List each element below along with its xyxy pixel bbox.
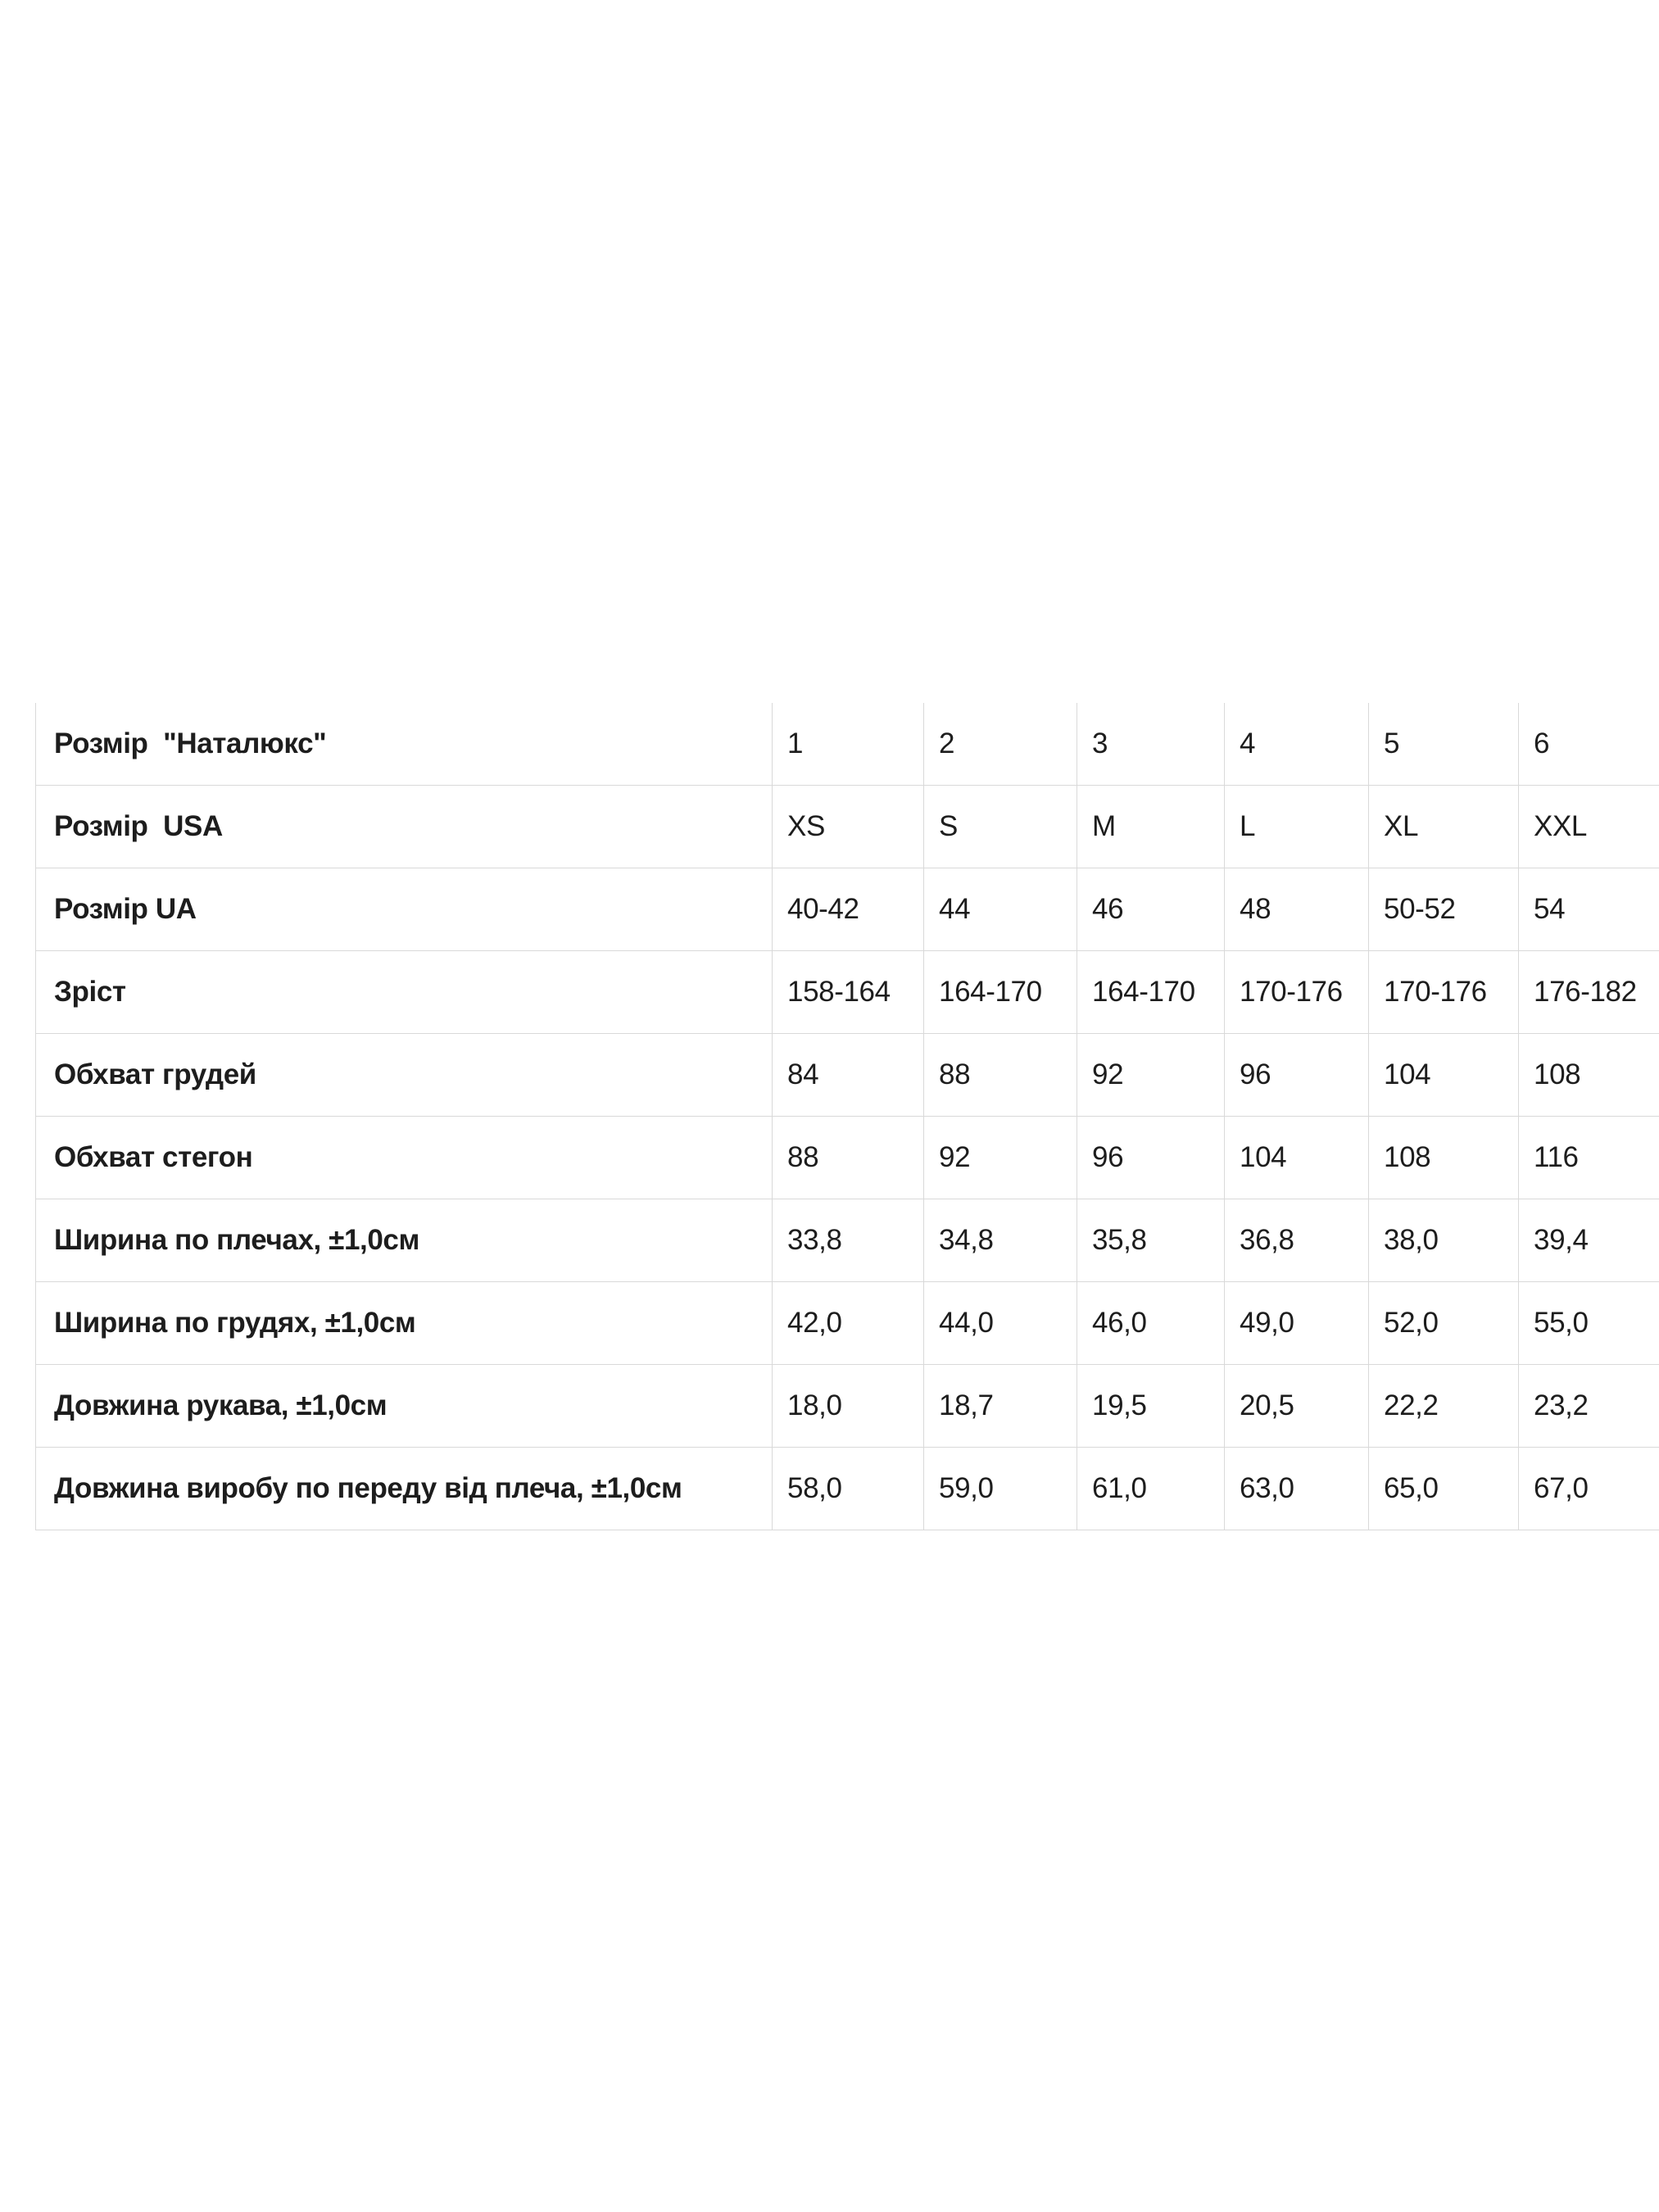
size-value: 38,0	[1369, 1199, 1519, 1282]
size-value: S	[924, 786, 1077, 868]
size-value: 6	[1519, 703, 1659, 786]
size-value: 42,0	[773, 1282, 924, 1365]
size-value: 35,8	[1077, 1199, 1225, 1282]
size-value: 108	[1369, 1117, 1519, 1199]
table-row	[36, 786, 1659, 868]
size-value: 170-176	[1225, 951, 1369, 1034]
size-value: 50-52	[1369, 868, 1519, 951]
size-value: 44,0	[924, 1282, 1077, 1365]
size-value: 96	[1077, 1117, 1225, 1199]
row-label: Обхват грудей	[36, 1034, 773, 1117]
size-value: 19,5	[1077, 1365, 1225, 1448]
size-value: 88	[924, 1034, 1077, 1117]
size-chart-body	[36, 703, 1659, 1530]
size-value: 58,0	[773, 1448, 924, 1530]
size-value: 22,2	[1369, 1365, 1519, 1448]
size-value: 3	[1077, 703, 1225, 786]
size-value: 39,4	[1519, 1199, 1659, 1282]
size-value: 48	[1225, 868, 1369, 951]
size-value: 40-42	[773, 868, 924, 951]
size-value: 18,0	[773, 1365, 924, 1448]
size-value: 59,0	[924, 1448, 1077, 1530]
row-label: Довжина виробу по переду від плеча, ±1,0см	[36, 1448, 773, 1530]
size-value: 33,8	[773, 1199, 924, 1282]
table-row	[36, 1117, 1659, 1199]
size-value: 54	[1519, 868, 1659, 951]
size-value: 34,8	[924, 1199, 1077, 1282]
size-value: 61,0	[1077, 1448, 1225, 1530]
size-value: 92	[924, 1117, 1077, 1199]
table-row	[36, 1365, 1659, 1448]
size-value: XS	[773, 786, 924, 868]
row-label: Ширина по грудях, ±1,0см	[36, 1282, 773, 1365]
row-label: Розмір USA	[36, 786, 773, 868]
size-value: 5	[1369, 703, 1519, 786]
size-value: 158-164	[773, 951, 924, 1034]
size-value: 116	[1519, 1117, 1659, 1199]
size-value: 88	[773, 1117, 924, 1199]
table-row	[36, 1034, 1659, 1117]
table-row	[36, 703, 1659, 786]
size-value: 18,7	[924, 1365, 1077, 1448]
table-row	[36, 951, 1659, 1034]
size-value: L	[1225, 786, 1369, 868]
size-value: 65,0	[1369, 1448, 1519, 1530]
row-label: Ширина по плечах, ±1,0см	[36, 1199, 773, 1282]
size-value: 170-176	[1369, 951, 1519, 1034]
table-row	[36, 1199, 1659, 1282]
table-row	[36, 868, 1659, 951]
size-value: XXL	[1519, 786, 1659, 868]
row-label: Розмір "Наталюкс"	[36, 703, 773, 786]
size-value: 46,0	[1077, 1282, 1225, 1365]
size-value: 104	[1369, 1034, 1519, 1117]
size-value: 67,0	[1519, 1448, 1659, 1530]
size-value: 20,5	[1225, 1365, 1369, 1448]
size-value: 63,0	[1225, 1448, 1369, 1530]
size-value: M	[1077, 786, 1225, 868]
size-value: 49,0	[1225, 1282, 1369, 1365]
row-label: Розмір UA	[36, 868, 773, 951]
size-value: XL	[1369, 786, 1519, 868]
size-value: 46	[1077, 868, 1225, 951]
size-value: 108	[1519, 1034, 1659, 1117]
row-label: Довжина рукава, ±1,0см	[36, 1365, 773, 1448]
size-value: 2	[924, 703, 1077, 786]
table-row	[36, 1448, 1659, 1530]
size-value: 36,8	[1225, 1199, 1369, 1282]
size-chart-table	[35, 703, 1659, 1530]
size-value: 176-182	[1519, 951, 1659, 1034]
size-value: 92	[1077, 1034, 1225, 1117]
size-value: 55,0	[1519, 1282, 1659, 1365]
size-value: 1	[773, 703, 924, 786]
size-value: 164-170	[924, 951, 1077, 1034]
size-value: 44	[924, 868, 1077, 951]
size-value: 52,0	[1369, 1282, 1519, 1365]
size-value: 104	[1225, 1117, 1369, 1199]
size-value: 164-170	[1077, 951, 1225, 1034]
size-value: 4	[1225, 703, 1369, 786]
row-label: Зріст	[36, 951, 773, 1034]
row-label: Обхват стегон	[36, 1117, 773, 1199]
table-row	[36, 1282, 1659, 1365]
size-value: 96	[1225, 1034, 1369, 1117]
size-value: 23,2	[1519, 1365, 1659, 1448]
size-value: 84	[773, 1034, 924, 1117]
